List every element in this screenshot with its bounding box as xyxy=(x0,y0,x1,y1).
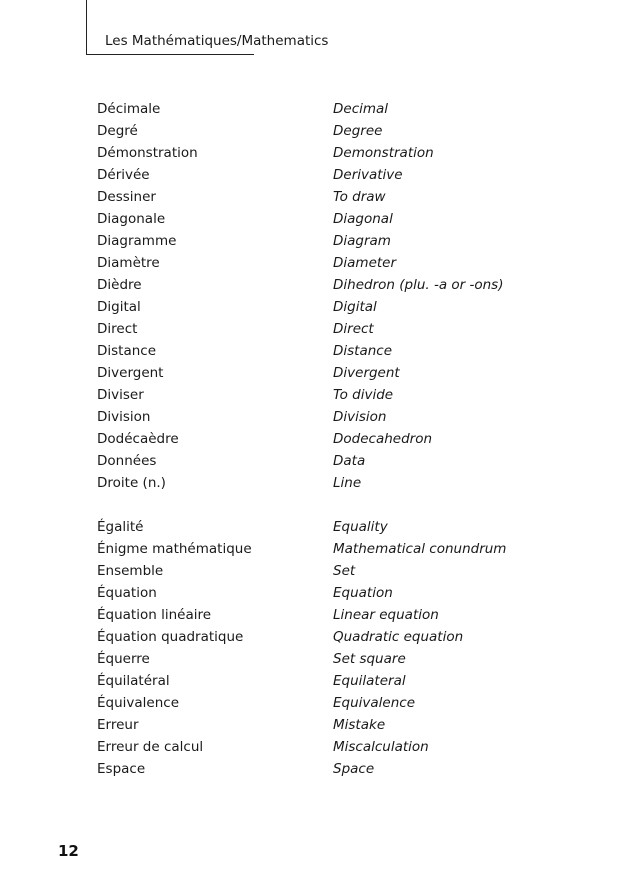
glossary-entry xyxy=(97,208,577,230)
glossary-entry xyxy=(97,670,577,692)
english-term: Dodecahedron xyxy=(333,431,433,447)
glossary-section xyxy=(97,516,577,780)
english-term: Demonstration xyxy=(333,145,434,161)
french-term: Équivalence xyxy=(97,695,180,711)
english-term: Quadratic equation xyxy=(333,629,464,645)
french-term: Diamètre xyxy=(97,255,160,271)
english-term: Equality xyxy=(333,519,388,535)
english-term: To draw xyxy=(333,189,386,205)
glossary-entry xyxy=(97,428,577,450)
glossary-entry xyxy=(97,560,577,582)
glossary-entry xyxy=(97,406,577,428)
french-term: Digital xyxy=(97,299,141,315)
french-term: Dessiner xyxy=(97,189,156,205)
french-term: Équation linéaire xyxy=(97,607,212,623)
french-term: Décimale xyxy=(97,101,161,117)
french-term: Ensemble xyxy=(97,563,164,579)
english-term: Equilateral xyxy=(333,673,406,689)
english-term: Decimal xyxy=(333,101,389,117)
glossary-entry xyxy=(97,318,577,340)
french-term: Droite (n.) xyxy=(97,475,166,491)
glossary-entry xyxy=(97,296,577,318)
glossary-entry xyxy=(97,736,577,758)
english-term: Distance xyxy=(333,343,393,359)
glossary-entry xyxy=(97,538,577,560)
glossary-entry xyxy=(97,604,577,626)
french-term: Degré xyxy=(97,123,138,139)
french-term: Égalité xyxy=(97,519,144,535)
french-term: Division xyxy=(97,409,151,425)
english-term: Data xyxy=(333,453,366,469)
french-term: Équation xyxy=(97,585,157,601)
french-term: Énigme mathématique xyxy=(97,541,252,557)
glossary-entry xyxy=(97,230,577,252)
english-term: Equivalence xyxy=(333,695,416,711)
french-term: Direct xyxy=(97,321,138,337)
english-term: Divergent xyxy=(333,365,400,381)
english-term: Direct xyxy=(333,321,374,337)
glossary-entry xyxy=(97,626,577,648)
glossary-entry xyxy=(97,450,577,472)
french-term: Dodécaèdre xyxy=(97,431,179,447)
english-term: Diagram xyxy=(333,233,391,249)
english-term: Miscalculation xyxy=(333,739,429,755)
english-term: Set square xyxy=(333,651,406,667)
glossary-entry xyxy=(97,472,577,494)
glossary-entry xyxy=(97,274,577,296)
glossary-entry xyxy=(97,692,577,714)
glossary-entry xyxy=(97,120,577,142)
french-term: Équerre xyxy=(97,651,150,667)
french-term: Distance xyxy=(97,343,157,359)
english-term: Line xyxy=(333,475,362,491)
french-term: Diviser xyxy=(97,387,144,403)
english-term: Digital xyxy=(333,299,377,315)
english-term: Set xyxy=(333,563,356,579)
english-term: Mistake xyxy=(333,717,386,733)
glossary-entry xyxy=(97,340,577,362)
glossary-entry xyxy=(97,714,577,736)
english-term: Linear equation xyxy=(333,607,439,623)
english-term: Space xyxy=(333,761,375,777)
glossary-list xyxy=(97,98,577,780)
english-term: Diameter xyxy=(333,255,397,271)
english-term: Mathematical conundrum xyxy=(333,541,507,557)
french-term: Dièdre xyxy=(97,277,142,293)
french-term: Données xyxy=(97,453,157,469)
french-term: Diagramme xyxy=(97,233,177,249)
english-term: To divide xyxy=(333,387,394,403)
glossary-entry xyxy=(97,384,577,406)
english-term: Degree xyxy=(333,123,383,139)
english-term: Equation xyxy=(333,585,393,601)
english-term: Derivative xyxy=(333,167,403,183)
english-term: Diagonal xyxy=(333,211,393,227)
glossary-entry xyxy=(97,758,577,780)
english-term: Division xyxy=(333,409,387,425)
french-term: Espace xyxy=(97,761,146,777)
french-term: Équilatéral xyxy=(97,673,170,689)
page-number: 12 xyxy=(58,842,79,860)
running-header-title: Les Mathématiques/Mathematics xyxy=(105,33,329,49)
glossary-entry xyxy=(97,648,577,670)
header-rule-horizontal xyxy=(86,54,254,55)
glossary-entry xyxy=(97,362,577,384)
french-term: Erreur xyxy=(97,717,139,733)
glossary-entry xyxy=(97,142,577,164)
glossary-entry xyxy=(97,164,577,186)
french-term: Démonstration xyxy=(97,145,198,161)
english-term: Dihedron (plu. -a or -ons) xyxy=(333,277,504,293)
french-term: Divergent xyxy=(97,365,164,381)
glossary-entry xyxy=(97,186,577,208)
french-term: Diagonale xyxy=(97,211,166,227)
glossary-entry xyxy=(97,516,577,538)
glossary-entry xyxy=(97,252,577,274)
glossary-entry xyxy=(97,582,577,604)
french-term: Erreur de calcul xyxy=(97,739,204,755)
glossary-section xyxy=(97,98,577,494)
french-term: Dérivée xyxy=(97,167,150,183)
glossary-entry xyxy=(97,98,577,120)
header-rule-vertical xyxy=(86,0,87,55)
french-term: Équation quadratique xyxy=(97,629,244,645)
